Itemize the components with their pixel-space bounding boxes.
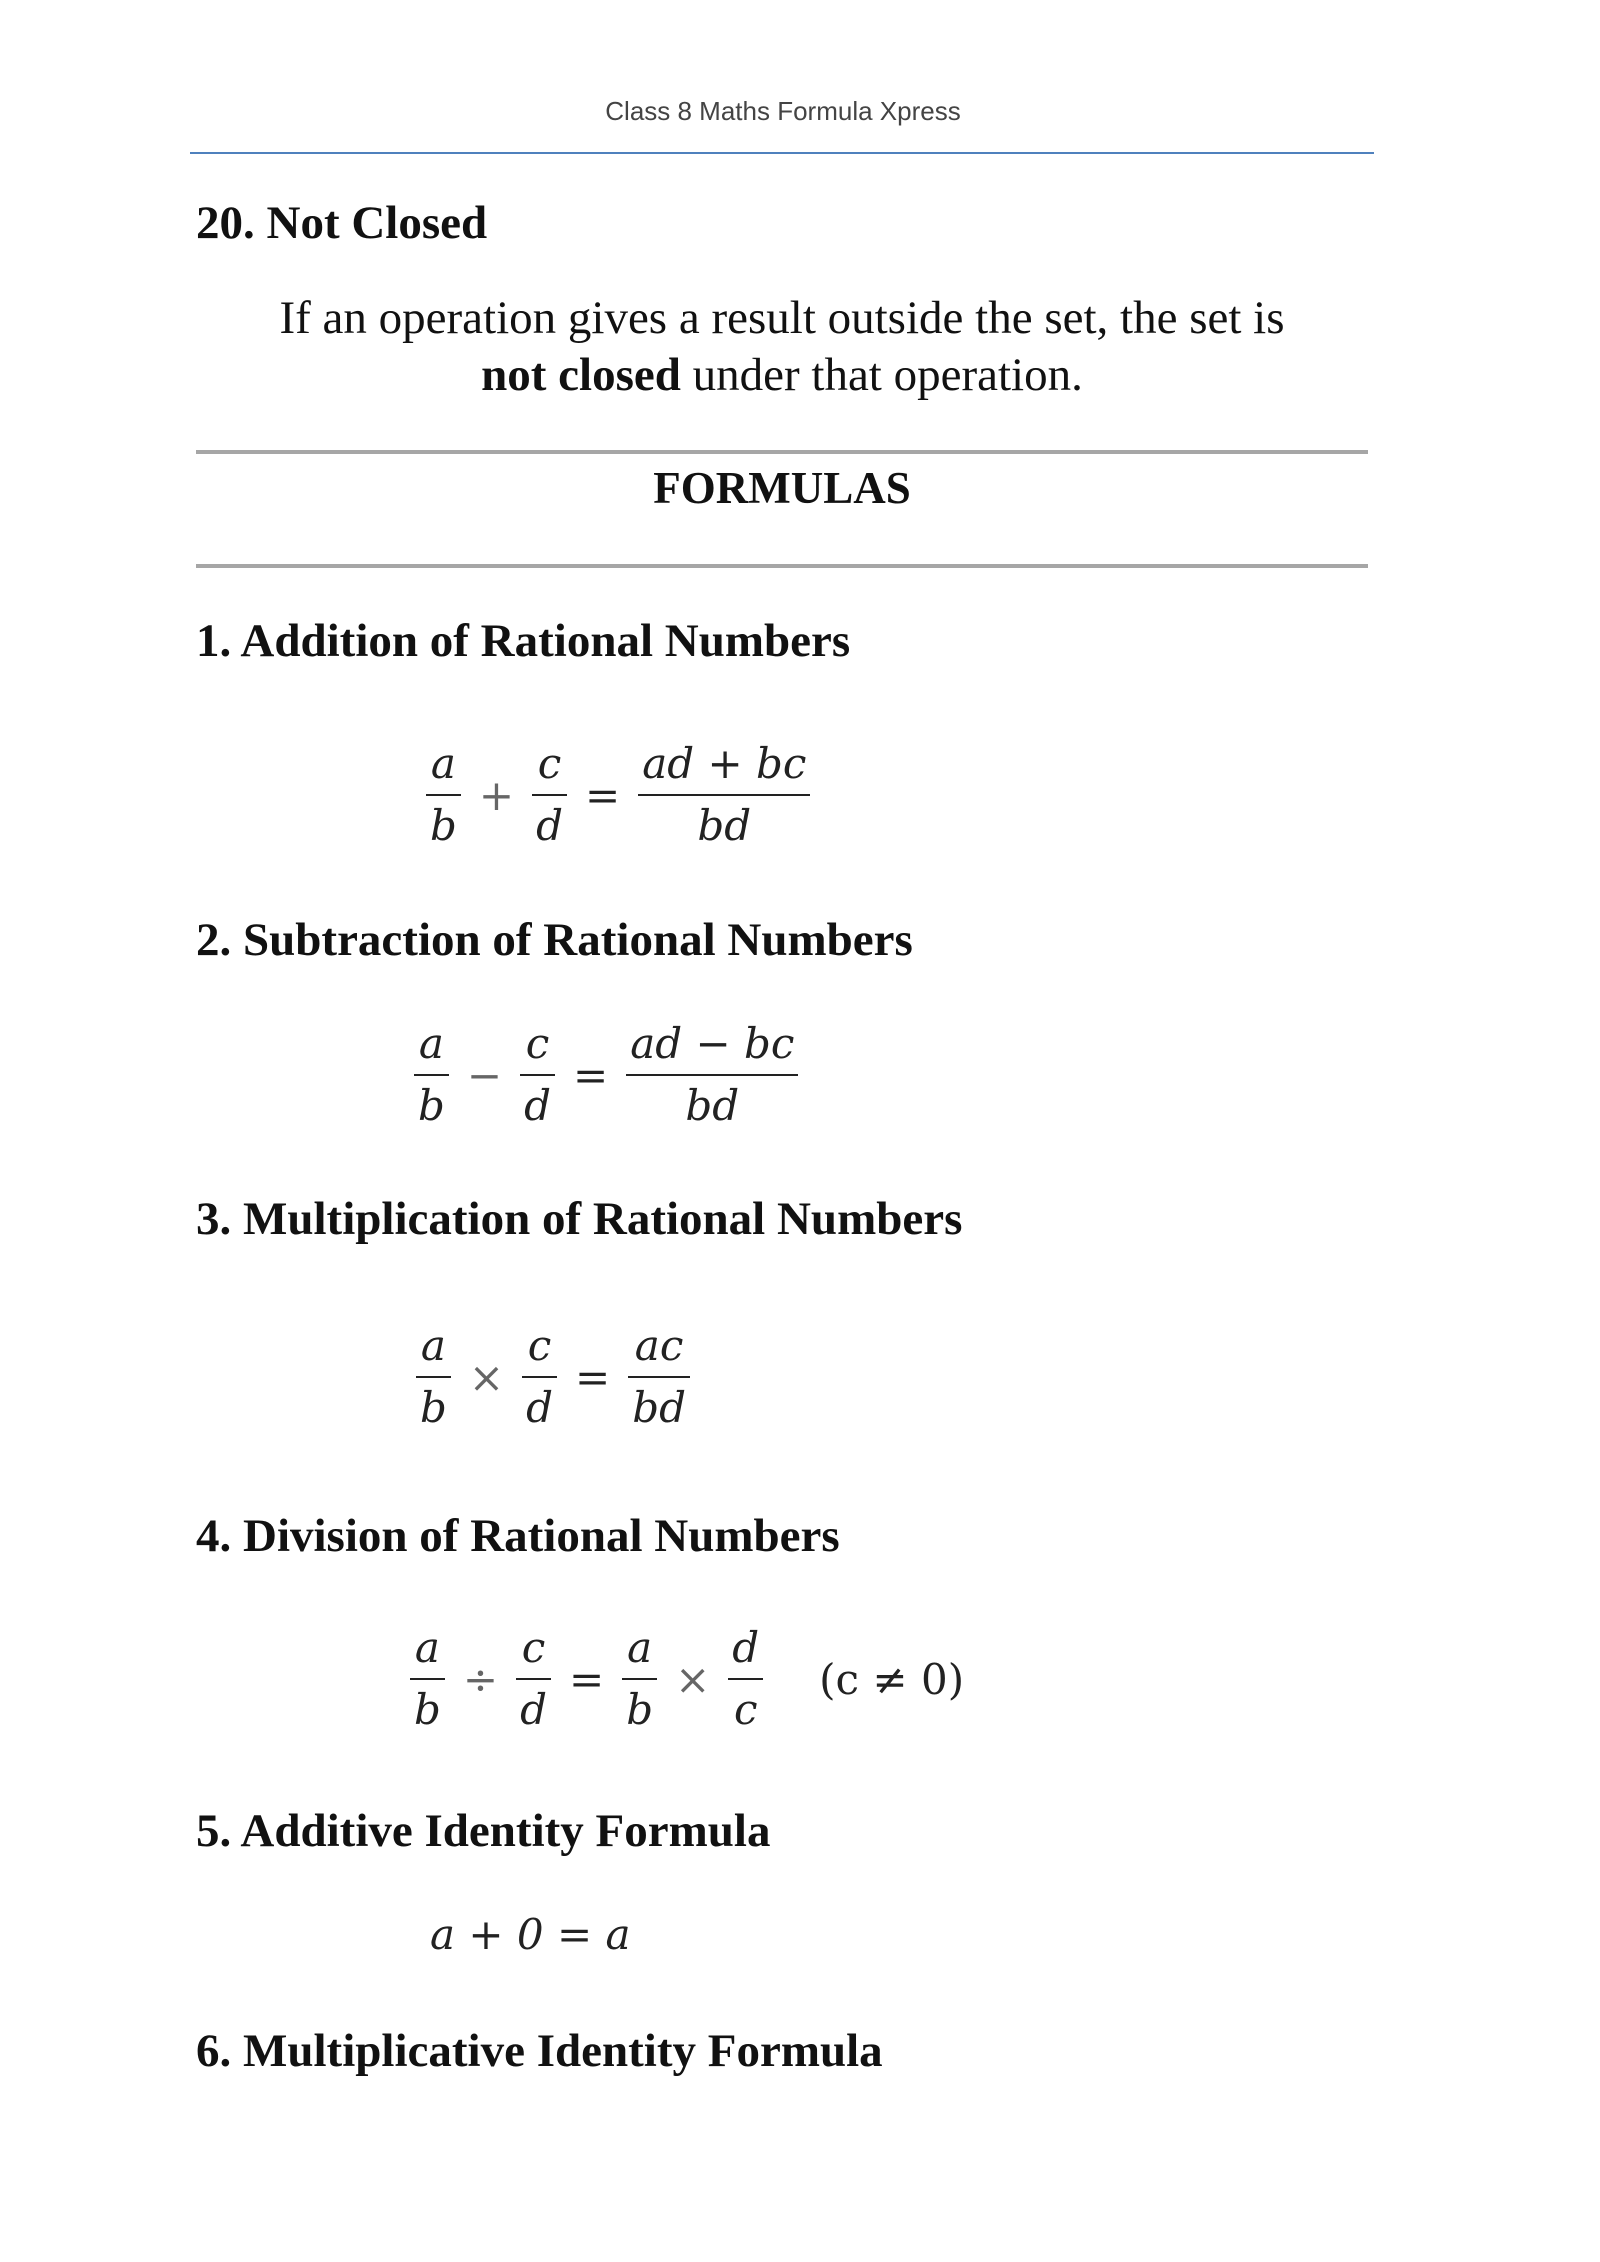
paragraph-bold-text: not closed <box>481 349 681 401</box>
formulas-bottom-divider <box>196 564 1368 568</box>
denominator: d <box>520 1685 547 1735</box>
denominator: d <box>526 1383 553 1433</box>
fraction <box>416 1322 451 1433</box>
formula-subtraction <box>408 1020 804 1131</box>
numerator: a <box>420 1321 446 1370</box>
equals: = <box>572 1050 609 1100</box>
numerator: c <box>537 739 562 788</box>
denominator: bd <box>697 801 752 851</box>
denominator: c <box>733 1685 758 1735</box>
numerator: ac <box>634 1321 684 1370</box>
equals: = <box>584 770 621 820</box>
numerator: a <box>430 739 456 788</box>
fraction <box>532 740 567 851</box>
numerator: a <box>627 1623 653 1672</box>
formula-heading-addition: 1. Addition of Rational Numbers <box>196 615 851 667</box>
numerator: c <box>525 1019 550 1068</box>
denominator: d <box>536 801 563 851</box>
not-closed-paragraph <box>196 290 1368 404</box>
fraction <box>410 1624 445 1735</box>
fraction <box>628 1322 690 1433</box>
formula-heading-subtraction: 2. Subtraction of Rational Numbers <box>196 914 913 966</box>
formula-additive-identity: a + 0 = a <box>430 1910 631 1959</box>
denominator: bd <box>685 1081 740 1131</box>
formula-multiplication <box>410 1322 696 1433</box>
numerator: a <box>418 1019 444 1068</box>
denominator: b <box>430 801 457 851</box>
equals: = <box>568 1654 605 1704</box>
formula-addition <box>420 740 816 851</box>
denominator: d <box>524 1081 551 1131</box>
section-heading-not-closed: 20. Not Closed <box>196 197 488 249</box>
fraction <box>626 1020 798 1131</box>
numerator: c <box>527 1321 552 1370</box>
numerator: d <box>732 1623 760 1672</box>
condition: (c ≠ 0) <box>819 1654 965 1704</box>
fraction <box>522 1322 557 1433</box>
numerator: ad + bc <box>642 739 807 788</box>
formula-division <box>404 1624 964 1735</box>
paragraph-text-end: under that operation. <box>680 349 1083 401</box>
denominator: b <box>420 1383 447 1433</box>
formula-heading-multiplication: 3. Multiplication of Rational Numbers <box>196 1193 963 1245</box>
denominator: b <box>626 1685 654 1735</box>
operator: × <box>675 1654 711 1704</box>
fraction <box>638 740 810 851</box>
denominator: b <box>414 1685 441 1735</box>
fraction <box>520 1020 555 1131</box>
formulas-title: FORMULAS <box>653 463 911 513</box>
operator: − <box>466 1050 503 1100</box>
fraction <box>516 1624 551 1735</box>
denominator: bd <box>632 1383 686 1433</box>
formulas-top-divider <box>196 450 1368 454</box>
numerator: c <box>521 1623 546 1672</box>
formula-heading-multiplicative-identity: 6. Multiplicative Identity Formula <box>196 2025 883 2077</box>
operator: + <box>478 770 515 820</box>
operator: ÷ <box>462 1654 499 1704</box>
fraction <box>728 1624 763 1735</box>
paragraph-text: If an operation gives a result outside the set, the set is <box>279 292 1285 344</box>
formula-heading-division: 4. Division of Rational Numbers <box>196 1510 840 1562</box>
denominator: b <box>418 1081 445 1131</box>
header-divider <box>190 152 1374 154</box>
fraction <box>414 1020 449 1131</box>
page-header-title: Class 8 Maths Formula Xpress <box>605 96 961 126</box>
numerator: ad − bc <box>630 1019 795 1068</box>
equals: = <box>574 1352 611 1402</box>
numerator: a <box>414 1623 440 1672</box>
operator: × <box>468 1352 505 1402</box>
fraction <box>622 1624 657 1735</box>
formula-heading-additive-identity: 5. Additive Identity Formula <box>196 1805 771 1857</box>
fraction <box>426 740 461 851</box>
